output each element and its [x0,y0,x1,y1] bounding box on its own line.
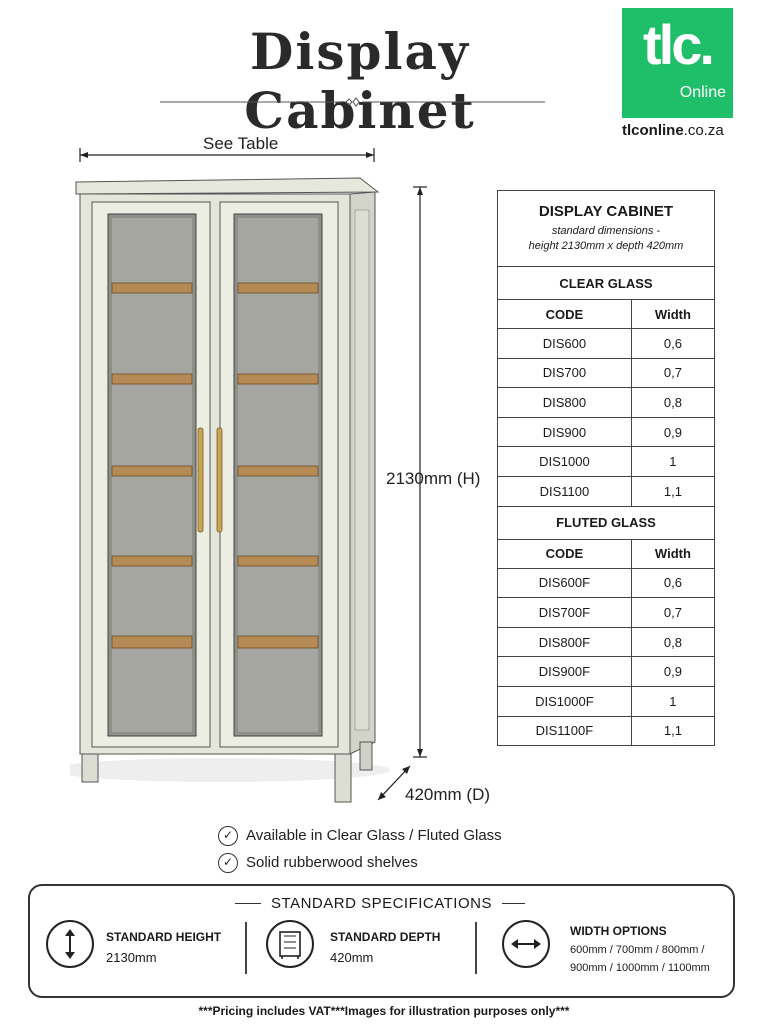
table-cell-code: DIS1000 [498,447,632,477]
specs-title: STANDARD SPECIFICATIONS [261,895,502,912]
brand-logo [622,8,733,118]
spec-width-line-1: 600mm / 700mm / 800mm / [570,944,705,956]
table-cell-width: 0,7 [631,598,714,628]
table-cell-width: 0,9 [631,657,714,687]
site-name: tlconline [622,122,684,139]
width-arrows-icon [502,920,550,968]
table-column-header-row [498,539,715,568]
spec-width-label: WIDTH OPTIONS [570,924,667,938]
table-cell-width: 1 [631,447,714,477]
spec-width-line-2: 900mm / 1000mm / 1100mm [570,962,710,974]
table-section-row [498,267,715,300]
table-row [498,627,715,657]
logo-subtitle: Online [679,84,726,101]
depth-dimension-label: 420mm (D) [405,785,491,804]
table-row [498,716,715,746]
spec-divider [245,922,247,974]
table-row [498,388,715,418]
table-row [498,568,715,598]
table-cell-width: 0,6 [631,329,714,359]
table-cell-code: DIS600 [498,329,632,359]
table-cell-code: DIS900F [498,657,632,687]
specs-title-wrap [30,894,733,913]
cabinet-illustration [70,170,390,810]
table-cell-width: 0,8 [631,627,714,657]
table-section-title: FLUTED GLASS [498,506,715,539]
table-cell-width: 1,1 [631,476,714,506]
table-row [498,417,715,447]
table-subtitle-2: height 2130mm x depth 420mm [528,240,684,252]
table-cell-code: DIS900 [498,417,632,447]
table-cell-width: 1,1 [631,716,714,746]
table-row [498,329,715,359]
check-icon: ✓ [218,826,238,846]
table-cell-width: 0,7 [631,358,714,388]
footer-note: ***Pricing includes VAT***Images for illustration purposes only*** [198,1004,570,1018]
table-cell-code: DIS700F [498,598,632,628]
height-dimension-label: 2130mm (H) [386,469,481,488]
table-cell-code: DIS800F [498,627,632,657]
check-icon: ✓ [218,853,238,873]
table-column-header: CODE [498,300,632,329]
feature-text: Available in Clear Glass / Fluted Glass [246,826,502,844]
logo-mark: tlc. [643,13,712,76]
spec-divider [475,922,477,974]
table-row [498,598,715,628]
table-title: DISPLAY CABINET [538,203,674,220]
height-arrows-icon [46,920,94,968]
table-cell-code: DIS600F [498,568,632,598]
spec-depth-label: STANDARD DEPTH [330,930,441,944]
table-header-row [498,191,715,267]
title-divider [160,96,545,108]
table-column-header: Width [631,300,714,329]
table-cell-code: DIS1100 [498,476,632,506]
table-cell-width: 0,8 [631,388,714,418]
width-dimension-arrow [78,145,378,165]
width-dimension-label: See Table [203,134,279,153]
table-body [498,267,715,746]
table-row [498,476,715,506]
table-cell-width: 0,9 [631,417,714,447]
feature-text: Solid rubberwood shelves [246,853,418,871]
table-section-row [498,506,715,539]
table-row [498,447,715,477]
spec-height-value: 2130mm [106,950,157,965]
spec-height-label: STANDARD HEIGHT [106,930,222,944]
table-cell-code: DIS700 [498,358,632,388]
page-title: Display Cabinet [244,22,476,140]
table-row [498,657,715,687]
standard-specifications-box [28,884,735,998]
table-column-header-row [498,300,715,329]
table-section-title: CLEAR GLASS [498,267,715,300]
table-cell-code: DIS1100F [498,716,632,746]
table-cell-width: 0,6 [631,568,714,598]
feature-item-glass [218,826,502,846]
table-cell-code: DIS1000F [498,686,632,716]
website-url [622,122,737,139]
cabinet-depth-icon [266,920,314,968]
spec-depth-value: 420mm [330,950,374,965]
table-header-cell [498,191,715,267]
table-cell-code: DIS800 [498,388,632,418]
table-row [498,686,715,716]
dimensions-table [497,190,715,746]
table-column-header: Width [631,539,714,568]
feature-item-shelves [218,853,418,873]
table-row [498,358,715,388]
site-domain: .co.za [683,122,724,139]
table-subtitle-1: standard dimensions - [551,225,661,237]
table-cell-width: 1 [631,686,714,716]
table-column-header: CODE [498,539,632,568]
